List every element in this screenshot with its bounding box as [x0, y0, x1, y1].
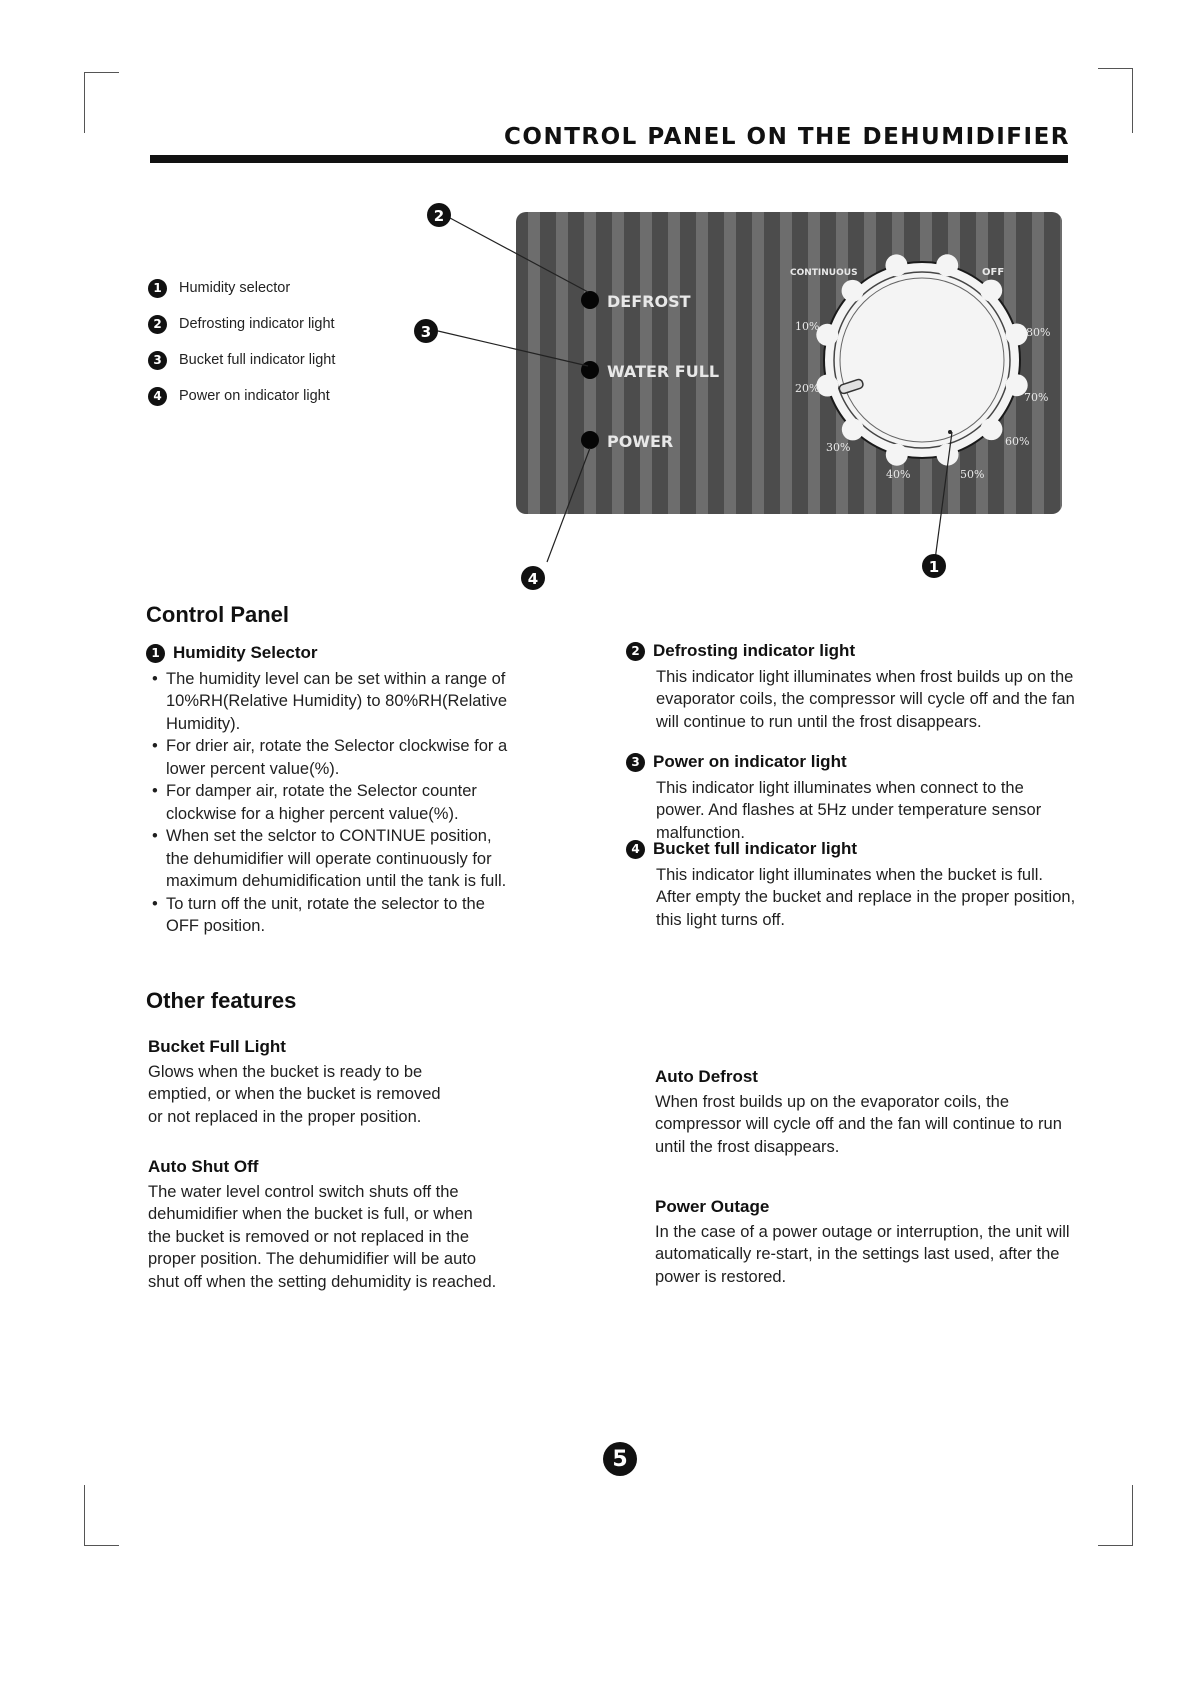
panel-stripe — [528, 212, 540, 514]
dial-mark-10: 10% — [795, 320, 820, 333]
defrost-label: DEFROST — [607, 292, 691, 311]
auto-shutoff-feature — [148, 1156, 498, 1293]
callout-badge-4: 4 — [527, 570, 539, 588]
feature-title: Auto Shut Off — [148, 1157, 259, 1176]
bucket-section — [626, 838, 1076, 931]
defrost-text: This indicator light illuminates when frost builds up on the evaporator coils, the compressor will cycle off and the fan will continue to run until the frost disappears. — [656, 667, 1075, 731]
legend-label: Humidity selector — [179, 280, 291, 296]
dial-grip — [1006, 323, 1028, 345]
bullet-item: • For damper air, rotate the Selector counter clockwise for a higher percent value(%). — [146, 780, 516, 825]
number-badge: 4 — [148, 387, 167, 406]
number-badge: 2 — [148, 315, 167, 334]
bucket-text: This indicator light illuminates when the bucket is full. After empty the bucket and replace in the proper position, this light turns off. — [656, 865, 1076, 929]
dial-grip — [886, 444, 908, 466]
dial-grip — [980, 280, 1002, 302]
panel-stripe — [780, 212, 792, 514]
humidity-selector-section — [146, 642, 516, 938]
dial-off-label: OFF — [982, 267, 1005, 278]
dial-mark-20: 20% — [795, 382, 820, 395]
feature-title: Bucket Full Light — [148, 1037, 286, 1056]
defrost-title: 2 Defrosting indicator light — [626, 640, 1076, 663]
dial-continuous-label: CONTINUOUS — [790, 268, 858, 278]
number-badge: 2 — [626, 642, 645, 661]
page-number: 5 — [603, 1442, 637, 1476]
defrost-section — [626, 640, 1076, 733]
dial-grip — [842, 280, 864, 302]
power-title: 3 Power on indicator light — [626, 751, 1076, 774]
panel-stripe — [1032, 212, 1044, 514]
dial-mark-70: 70% — [1024, 391, 1049, 404]
power-label: POWER — [607, 432, 674, 451]
humidity-dial[interactable] — [816, 254, 1030, 465]
dial-mark-30: 30% — [826, 441, 851, 454]
bucket-title: 4 Bucket full indicator light — [626, 838, 1076, 861]
number-badge: 3 — [626, 753, 645, 772]
power-outage-feature — [655, 1196, 1075, 1288]
bullet-item: • When set the selctor to CONTINUE position, the dehumidifier will operate continuously for maximum dehumidification until the tank is full. — [146, 825, 516, 893]
number-badge: 1 — [146, 644, 165, 663]
panel-stripe — [808, 212, 820, 514]
feature-text: In the case of a power outage or interruption, the unit will automatically re-start, in the settings last used, after the power is restored. — [655, 1222, 1070, 1286]
feature-text: When frost builds up on the evaporator coils, the compressor will cycle off and the fan will continue to run until the frost disappears. — [655, 1092, 1062, 1156]
feature-title: Power Outage — [655, 1197, 770, 1216]
bullet-item: • The humidity level can be set within a range of 10%RH(Relative Humidity) to 80%RH(Relative Humidity). — [146, 668, 516, 736]
bullet-item: • For drier air, rotate the Selector clockwise for a lower percent value(%). — [146, 735, 516, 780]
control-panel-illustration — [0, 0, 1192, 640]
dial-mark-80: 80% — [1026, 326, 1051, 339]
humidity-bullets — [146, 668, 516, 938]
power-section — [626, 751, 1076, 844]
crop-mark-bottom-left — [84, 1485, 119, 1546]
feature-text: Glows when the bucket is ready to be emptied, or when the bucket is removed or not replaced in the proper position. — [148, 1062, 441, 1126]
dial-grip — [842, 418, 864, 440]
dial-grip — [936, 254, 958, 276]
panel-stripe — [556, 212, 568, 514]
number-badge: 4 — [626, 840, 645, 859]
page-title: CONTROL PANEL ON THE DEHUMIDIFIER — [504, 124, 1070, 150]
number-badge: 1 — [148, 279, 167, 298]
panel-stripe — [724, 212, 736, 514]
power-text: This indicator light illuminates when connect to the power. And flashes at 5Hz under temperature sensor malfunction. — [656, 778, 1042, 842]
dial-mark-60: 60% — [1005, 435, 1030, 448]
number-badge: 3 — [148, 351, 167, 370]
callout-badge-2: 2 — [433, 207, 445, 225]
control-panel-heading: Control Panel — [146, 602, 290, 627]
defrost-light — [581, 291, 599, 309]
water-full-label: WATER FULL — [607, 362, 720, 381]
legend-label: Defrosting indicator light — [179, 316, 335, 332]
feature-title: Auto Defrost — [655, 1067, 758, 1086]
bullet-item: • To turn off the unit, rotate the selector to the OFF position. — [146, 893, 516, 938]
bucket-full-light-feature — [148, 1036, 448, 1128]
panel-stripe — [752, 212, 764, 514]
humidity-selector-title: 1 Humidity Selector — [146, 642, 516, 665]
dial-grip — [980, 418, 1002, 440]
dial-grip — [816, 375, 838, 397]
other-features-heading: Other features — [146, 988, 297, 1013]
dial-grip — [816, 324, 838, 346]
feature-text: The water level control switch shuts off the dehumidifier when the bucket is full, or when the bucket is removed or not replaced in the proper position. The dehumidifier will be auto shut off when the setting dehumidity is reached. — [148, 1182, 497, 1291]
callout-badge-1: 1 — [928, 558, 940, 576]
panel-stripe — [1060, 212, 1072, 514]
callout-badge-3: 3 — [420, 323, 432, 341]
dial-mark-50: 50% — [960, 468, 985, 481]
crop-mark-bottom-right — [1098, 1485, 1133, 1546]
power-light — [581, 431, 599, 449]
dial-grip — [885, 254, 907, 276]
water-full-light — [581, 361, 599, 379]
dial-mark-40: 40% — [886, 468, 911, 481]
auto-defrost-feature — [655, 1066, 1075, 1158]
legend-label: Bucket full indicator light — [179, 352, 336, 368]
legend-label: Power on indicator light — [179, 388, 330, 404]
